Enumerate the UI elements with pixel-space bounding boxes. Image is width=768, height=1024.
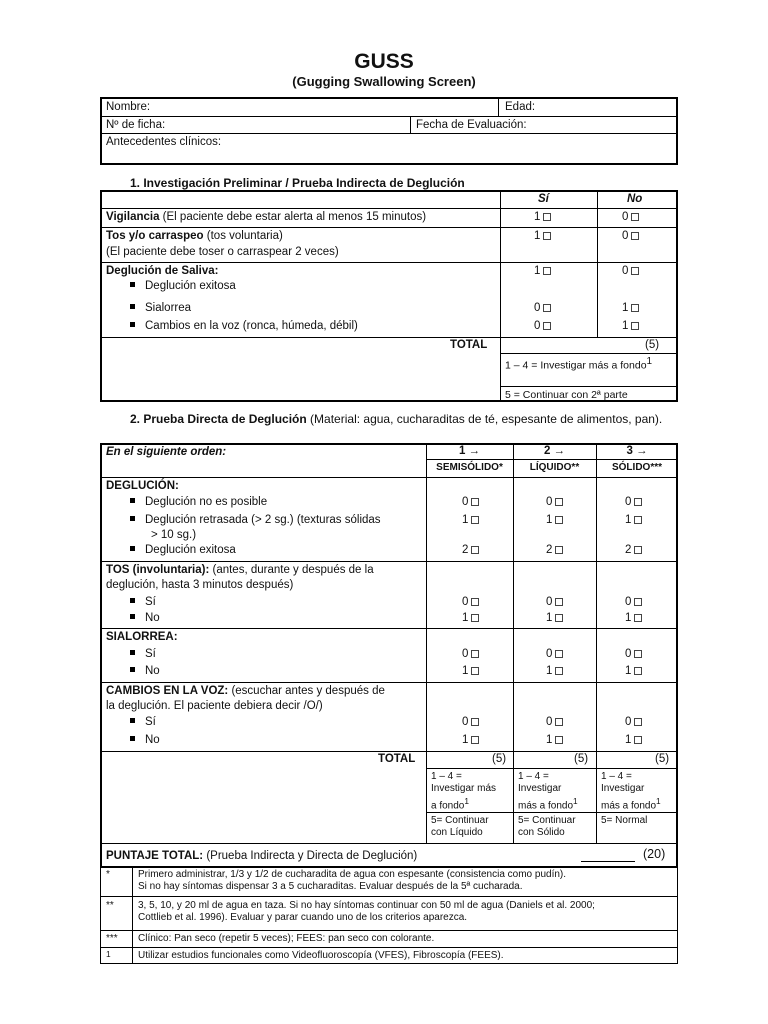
checkbox-icon [634, 498, 642, 506]
score-value: 1 [625, 514, 632, 526]
continue-col3: 5= Normal [601, 815, 648, 826]
tos-title-cont: deglución, hasta 3 minutos después) [106, 579, 294, 591]
section1-heading: 1. Investigación Preliminar / Prueba Indirecta de Deglución [130, 176, 465, 190]
patient-info-box [100, 97, 678, 165]
clinical-history-field[interactable]: Antecedentes clínicos: [106, 136, 222, 148]
deglucion-retrasada-score-col2[interactable] [546, 514, 563, 526]
checkbox-icon [471, 736, 479, 744]
deglucion-exitosa-score-col1[interactable] [462, 544, 479, 556]
score-value: 1 [546, 612, 553, 624]
checkbox-icon [634, 718, 642, 726]
checkbox-icon [471, 546, 479, 554]
tos-no-score-col2[interactable] [546, 612, 563, 624]
checkbox-icon [555, 546, 563, 554]
checkbox-icon [471, 650, 479, 658]
voz-si-score-col2[interactable] [546, 716, 563, 728]
score-value: 2 [546, 544, 553, 556]
score-value: 0 [462, 496, 469, 508]
deglucion-item: Deglución retrasada (> 2 sg.) (texturas sólidas [130, 514, 381, 526]
continue-col2: 5= Continuar con Sólido [518, 815, 576, 838]
col-solid-num: 3 → [626, 445, 648, 457]
score-no-checkbox[interactable]: 0 [622, 211, 639, 223]
score-value: 1 [462, 514, 469, 526]
score-value: 1 [625, 612, 632, 624]
deglucion-item-cont: > 10 sg.) [151, 529, 197, 541]
cough-note: (El paciente debe toser o carraspear 2 veces) [106, 246, 339, 258]
score-value: 2 [462, 544, 469, 556]
deglucion-no-posible-score-col1[interactable] [462, 496, 479, 508]
score-value: 1 [462, 612, 469, 624]
score-value: 1 [462, 665, 469, 677]
sialorrea-no-score-col1[interactable] [462, 665, 479, 677]
score-no-checkbox[interactable]: 0 [622, 265, 639, 277]
tos-title: TOS (involuntaria): (antes, durante y después de la [106, 564, 374, 576]
col-no-header: No [627, 193, 643, 205]
name-field[interactable]: Nombre: [106, 101, 151, 113]
checkbox-icon [631, 322, 639, 330]
score-yes-checkbox[interactable]: 1 [534, 211, 551, 223]
checkbox-icon [555, 650, 563, 658]
voz-no: No [130, 734, 160, 746]
sialorrea-title: SIALORREA: [106, 631, 178, 643]
tos-no: No [130, 612, 160, 624]
checkbox-icon [471, 718, 479, 726]
score-no-checkbox[interactable]: 1 [622, 302, 639, 314]
voz-si-score-col1[interactable] [462, 716, 479, 728]
tos-si-score-col1[interactable] [462, 596, 479, 608]
section2-total-max-3: (5) [655, 753, 670, 765]
voz-yes: Sí [130, 716, 156, 728]
checkbox-icon [543, 232, 551, 240]
section1-result-1: 1 – 4 = Investigar más a fondo$^1$ [505, 356, 653, 372]
checkbox-icon [634, 516, 642, 524]
checkbox-icon [634, 650, 642, 658]
col-yes-header: Sí [538, 193, 549, 205]
checkbox-icon [543, 267, 551, 275]
section1-total-max: (5) [645, 339, 660, 351]
score-value: 0 [546, 596, 553, 608]
score-value: 0 [462, 648, 469, 660]
checkbox-icon [634, 598, 642, 606]
score-value: 0 [625, 716, 632, 728]
score-yes-checkbox[interactable]: 1 [534, 265, 551, 277]
score-yes-checkbox[interactable]: 0 [534, 320, 551, 332]
score-value: 0 [625, 496, 632, 508]
result-col1: 1 – 4 = Investigar más a fondo$^1$ [431, 771, 497, 812]
saliva-item: Deglución exitosa [130, 280, 236, 292]
footnote-mark: ** [106, 900, 114, 911]
checkbox-icon [634, 614, 642, 622]
tos-no-score-col1[interactable] [462, 612, 479, 624]
file-number-field[interactable]: Nº de ficha: [106, 119, 166, 131]
checkbox-icon [631, 267, 639, 275]
score-value: 1 [462, 734, 469, 746]
sialorrea-si-score-col2[interactable] [546, 648, 563, 660]
checkbox-icon [471, 516, 479, 524]
footnote-text: Clínico: Pan seco (repetir 5 veces); FEES: pan seco con colorante. [138, 933, 435, 944]
deglucion-no-posible-score-col3[interactable] [625, 496, 642, 508]
section1-result-2: 5 = Continuar con 2ª parte [505, 389, 628, 401]
section2-total-label: TOTAL [378, 753, 416, 765]
deglucion-exitosa-score-col3[interactable] [625, 544, 642, 556]
saliva-title: Deglución de Saliva: [106, 265, 219, 277]
age-field[interactable]: Edad: [505, 101, 536, 113]
score-value: 1 [625, 734, 632, 746]
col-liquid-label: LÍQUIDO** [529, 462, 580, 473]
checkbox-icon [634, 667, 642, 675]
voz-si-score-col3[interactable] [625, 716, 642, 728]
score-value: 0 [546, 716, 553, 728]
cough-row: Tos y/o carraspeo (tos voluntaria) [106, 230, 283, 242]
score-value: 1 [546, 665, 553, 677]
deglucion-item: Deglución no es posible [130, 496, 267, 508]
section1-total-label: TOTAL [450, 339, 488, 351]
sialorrea-si-score-col3[interactable] [625, 648, 642, 660]
deglucion-item: Deglución exitosa [130, 544, 236, 556]
order-label: En el siguiente orden: [106, 446, 227, 458]
deglucion-retrasada-score-col3[interactable] [625, 514, 642, 526]
score-value: 1 [546, 514, 553, 526]
checkbox-icon [631, 304, 639, 312]
deglucion-title: DEGLUCIÓN: [106, 480, 179, 492]
deglucion-exitosa-score-col2[interactable] [546, 544, 563, 556]
col-liquid-num: 2 → [543, 445, 566, 457]
voz-title: CAMBIOS EN LA VOZ: (escuchar antes y después de [106, 685, 385, 697]
checkbox-icon [555, 598, 563, 606]
checkbox-icon [634, 736, 642, 744]
checkbox-icon [634, 546, 642, 554]
checkbox-icon [471, 498, 479, 506]
footnote-mark: 1 [106, 949, 111, 959]
vigilance-row: Vigilancia (El paciente debe estar alerta al menos 15 minutos) [106, 211, 427, 223]
footnote-mark: * [106, 869, 110, 880]
total-score-label: PUNTAJE TOTAL: (Prueba Indirecta y Directa de Deglución) [106, 850, 418, 862]
saliva-item: Sialorrea [130, 302, 191, 314]
section2-total-max-2: (5) [574, 753, 589, 765]
score-value: 0 [625, 596, 632, 608]
checkbox-icon [555, 614, 563, 622]
footnote-mark: *** [106, 933, 118, 944]
score-value: 1 [546, 734, 553, 746]
total-score-max: (20) [643, 847, 666, 861]
score-no-checkbox[interactable]: 0 [622, 230, 639, 242]
score-value: 0 [546, 496, 553, 508]
checkbox-icon [555, 516, 563, 524]
checkbox-icon [631, 213, 639, 221]
checkbox-icon [471, 614, 479, 622]
footnote-text: Utilizar estudios funcionales como Videofluoroscopía (VFES), Fibroscopía (FEES). [138, 950, 504, 961]
score-no-checkbox[interactable]: 1 [622, 320, 639, 332]
sialorrea-yes: Sí [130, 648, 156, 660]
checkbox-icon [555, 498, 563, 506]
continue-col1: 5= Continuar con Líquido [431, 815, 489, 838]
voz-no-score-col1[interactable] [462, 734, 479, 746]
score-yes-checkbox[interactable]: 0 [534, 302, 551, 314]
checkbox-icon [471, 667, 479, 675]
col-semisolid-num: 1 → [458, 445, 481, 457]
checkbox-icon [555, 718, 563, 726]
footnote-text: 3, 5, 10, y 20 ml de agua en taza. Si no hay síntomas continuar con 50 ml de agua (Daniels et al. 2000; Cottlieb et al. 1996). Evaluar y parar cuando uno de los criterios aparezca. [138, 900, 595, 923]
score-value: 0 [462, 716, 469, 728]
checkbox-icon [555, 736, 563, 744]
checkbox-icon [543, 304, 551, 312]
tos-si-score-col3[interactable] [625, 596, 642, 608]
voz-no-score-col2[interactable] [546, 734, 563, 746]
footnote-text: Primero administrar, 1/3 y 1/2 de cucharadita de agua con espesante (consistencia como pudín). Si no hay síntomas dispensar 3 a 5 cucharaditas. Evaluar después de la 5ª cucharada. [138, 869, 567, 892]
sialorrea-si-score-col1[interactable] [462, 648, 479, 660]
checkbox-icon [631, 232, 639, 240]
tos-si-score-col2[interactable] [546, 596, 563, 608]
score-value: 0 [546, 648, 553, 660]
tos-yes: Sí [130, 596, 156, 608]
deglucion-no-posible-score-col2[interactable] [546, 496, 563, 508]
form-title: GUSS [354, 50, 414, 73]
checkbox-icon [555, 667, 563, 675]
result-col3: 1 – 4 = Investigar más a fondo$^1$ [601, 771, 661, 812]
sialorrea-no-score-col2[interactable] [546, 665, 563, 677]
voz-title-cont: la deglución. El paciente debiera decir /O/) [106, 700, 323, 712]
score-value: 0 [462, 596, 469, 608]
result-col2: 1 – 4 = Investigar más a fondo$^1$ [518, 771, 578, 812]
total-score-blank[interactable] [581, 861, 635, 862]
score-value: 0 [625, 648, 632, 660]
tos-no-score-col3[interactable] [625, 612, 642, 624]
col-solid-label: SÓLIDO*** [611, 462, 662, 473]
section2-total-max-1: (5) [492, 753, 507, 765]
voz-no-score-col3[interactable] [625, 734, 642, 746]
evaluation-date-field[interactable]: Fecha de Evaluación: [416, 119, 527, 131]
checkbox-icon [543, 322, 551, 330]
deglucion-retrasada-score-col1[interactable] [462, 514, 479, 526]
score-value: 2 [625, 544, 632, 556]
score-value: 1 [625, 665, 632, 677]
saliva-item: Cambios en la voz (ronca, húmeda, débil) [130, 320, 358, 332]
col-semisolid-label: SEMISÓLIDO* [436, 462, 503, 473]
checkbox-icon [471, 598, 479, 606]
score-yes-checkbox[interactable]: 1 [534, 230, 551, 242]
checkbox-icon [543, 213, 551, 221]
form-subtitle: (Gugging Swallowing Screen) [292, 74, 476, 89]
sialorrea-no-score-col3[interactable] [625, 665, 642, 677]
sialorrea-no: No [130, 665, 160, 677]
section2-heading: 2. Prueba Directa de Deglución (Material: agua, cucharaditas de té, espesante de alimentos, pan). [130, 412, 663, 426]
